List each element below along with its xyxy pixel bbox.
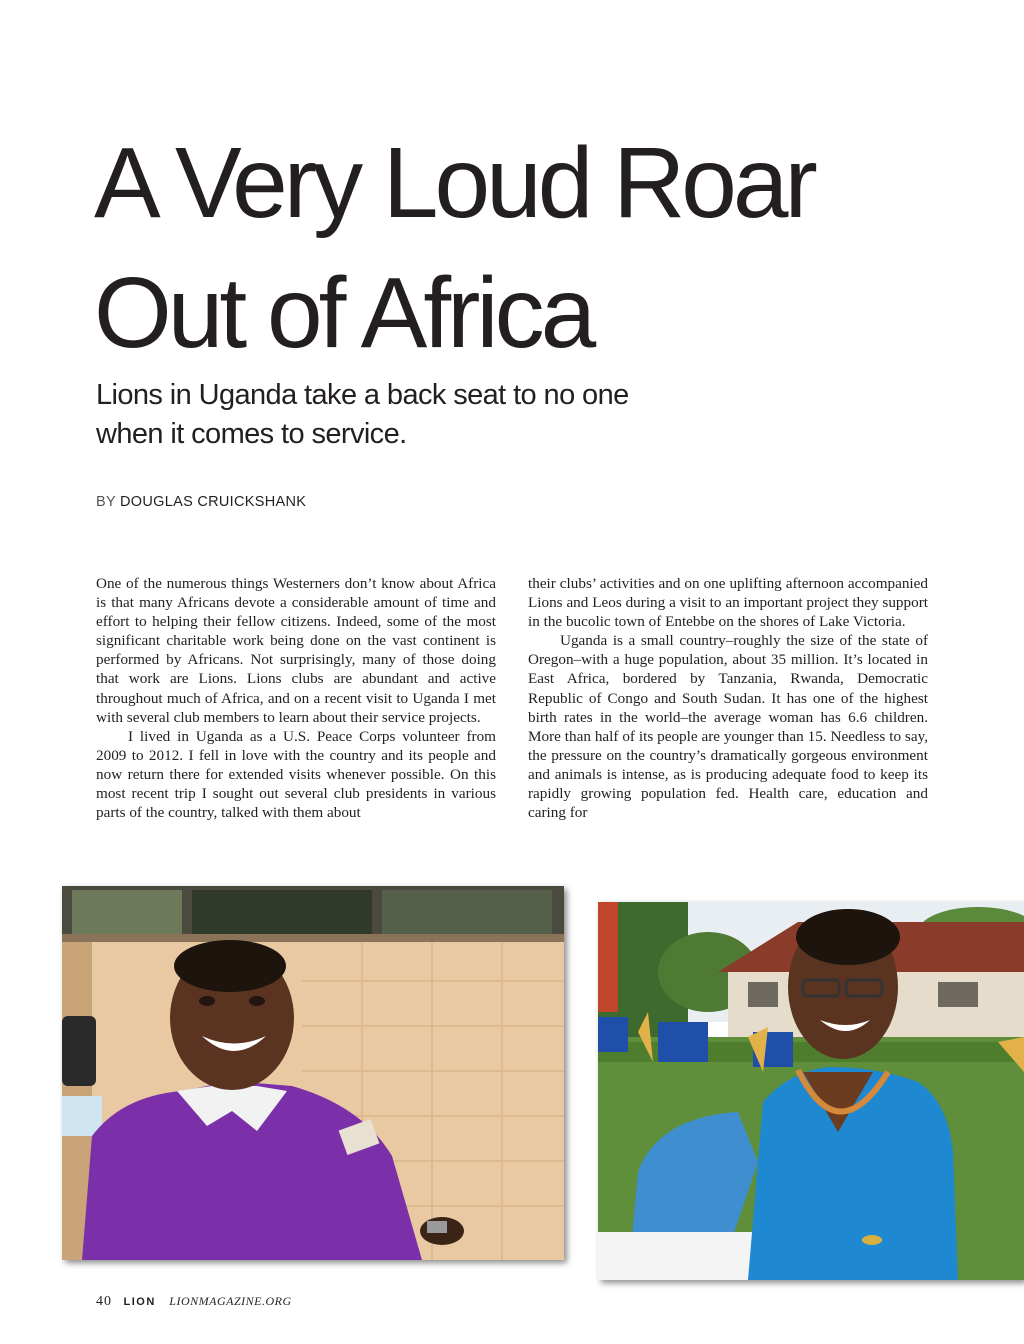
- photo-man-purple-shirt-image: [62, 886, 564, 1260]
- photo-woman-blue-top: [598, 902, 1024, 1280]
- page-number: 40: [96, 1294, 112, 1309]
- subheadline-line-1: Lions in Uganda take a back seat to no one: [96, 379, 629, 411]
- photo-woman-blue-top-image: [598, 902, 1024, 1280]
- paragraph: their clubs’ activities and on one uplifting afternoon accompanied Lions and Leos during a visit to an important project they support in the bucolic town of Entebbe on the shores of Lake Victoria.: [528, 575, 928, 631]
- byline-author: DOUGLAS CRUICKSHANK: [120, 494, 307, 510]
- magazine-name: LION: [123, 1296, 156, 1308]
- subheadline-line-2: when it comes to service.: [96, 418, 407, 450]
- magazine-website: LIONMAGAZINE.ORG: [169, 1294, 292, 1308]
- paragraph: Uganda is a small country–roughly the size of the state of Oregon–with a huge population, about 35 million. It’s located in East Africa, bordered by Tanzania, Rwanda, Democratic Republic of Congo and South Sudan. It has one of the highest birth rates in the world–the average woman has 6.6 children. More than half of its people are younger than 15. Needless to say, the pressure on the country’s dramatically gorgeous environment and animals is intense, as is producing adequate food to keep its rapidly growing population fed. Health care, education and caring for: [528, 632, 928, 822]
- subheadline: [96, 376, 736, 454]
- byline-prefix: BY: [96, 494, 116, 510]
- page-footer: [96, 1294, 292, 1310]
- headline: [94, 118, 854, 378]
- photo-man-purple-shirt: [62, 886, 564, 1260]
- body-column-1: [96, 574, 496, 846]
- headline-line-2: Out of Africa: [94, 257, 593, 369]
- byline: [96, 494, 306, 510]
- headline-line-1: A Very Loud Roar: [94, 127, 814, 239]
- body-column-2: [528, 574, 928, 846]
- paragraph: I lived in Uganda as a U.S. Peace Corps volunteer from 2009 to 2012. I fell in love with the country and its people and now return there for extended visits whenever possible. On this most recent trip I sought out several club presidents in various parts of the country, talked with them about: [96, 727, 496, 822]
- paragraph: One of the numerous things Westerners don’t know about Africa is that many Africans devote a considerable amount of time and effort to helping their fellow citizens. Indeed, some of the most significant charitable work being done on the vast continent is performed by Africans. Not surprisingly, many of those doing that work are Lions. Lions clubs are abundant and active throughout much of Africa, and on a recent visit to Uganda I met with several club members to learn about their service projects.: [96, 575, 496, 726]
